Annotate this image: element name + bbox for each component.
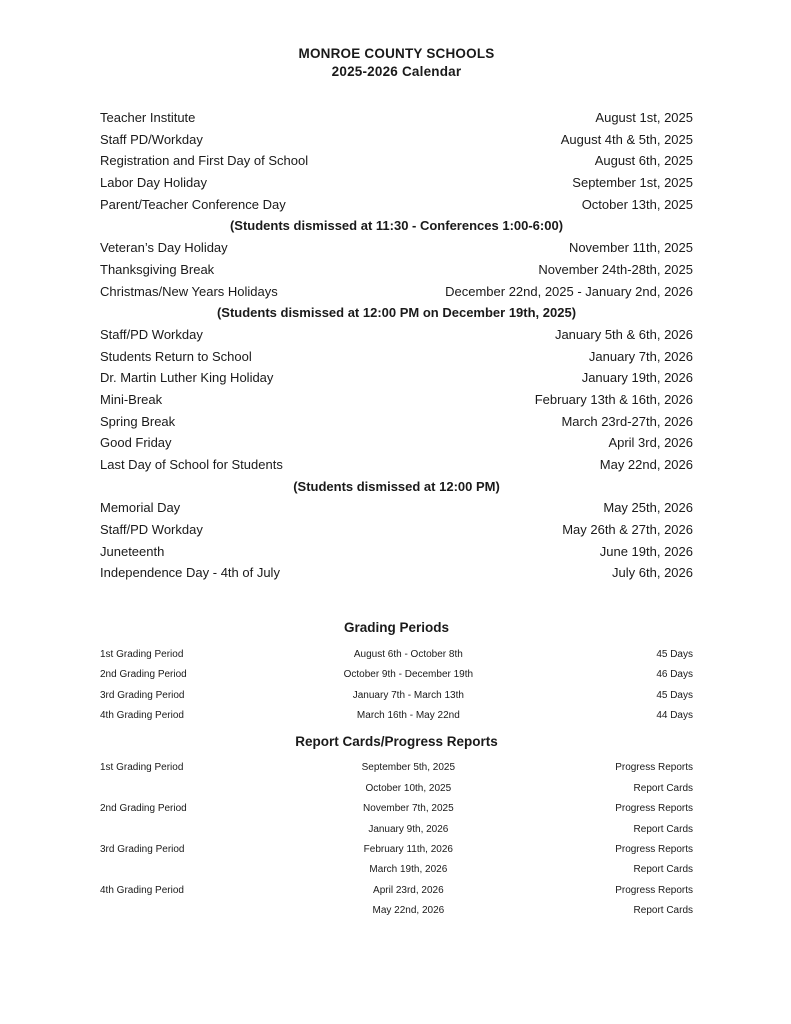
- grading-period-range: March 16th - May 22nd: [356, 710, 460, 722]
- report-kind: Report Cards: [633, 905, 693, 917]
- grading-period-name: 1st Grading Period: [100, 649, 184, 661]
- report-kind: Progress Reports: [615, 884, 693, 896]
- grading-period-days: 46 Days: [656, 669, 693, 681]
- table-row: [100, 665, 693, 685]
- report-period-name: [100, 779, 302, 799]
- document-header: [100, 0, 693, 81]
- calendar-event-date: September 1st, 2025: [572, 175, 693, 191]
- calendar-row: [100, 541, 693, 563]
- calendar-event-name: Staff PD/Workday: [100, 131, 203, 147]
- table-row: [100, 686, 693, 706]
- calendar-event-date: July 6th, 2026: [612, 565, 693, 581]
- report-period-name: 3rd Grading Period: [100, 843, 185, 855]
- calendar-note: (Students dismissed at 12:00 PM on December 19th, 2025): [216, 305, 577, 321]
- calendar-event-name: Registration and First Day of School: [100, 153, 309, 169]
- report-kind: Progress Reports: [615, 843, 693, 855]
- table-row: [100, 901, 693, 921]
- calendar-note: (Students dismissed at 12:00 PM): [293, 478, 500, 494]
- calendar-event-name: Staff/PD Workday: [100, 326, 203, 342]
- calendar-event-name: Labor Day Holiday: [100, 175, 207, 191]
- report-date: February 11th, 2026: [363, 843, 453, 855]
- table-row: [100, 820, 693, 840]
- report-kind: Report Cards: [633, 823, 693, 835]
- calendar-row: [100, 237, 693, 259]
- calendar-row: [100, 346, 693, 368]
- report-kind: Report Cards: [633, 864, 693, 876]
- report-kind: Progress Reports: [615, 762, 693, 774]
- calendar-row: [100, 432, 693, 454]
- table-row: [100, 758, 693, 778]
- calendar-row: [100, 562, 693, 584]
- table-row: [100, 881, 693, 901]
- calendar-event-name: Christmas/New Years Holidays: [100, 283, 278, 299]
- calendar-event-date: May 25th, 2026: [603, 500, 693, 516]
- grading-period-days: 44 Days: [656, 710, 693, 722]
- grading-period-days: 45 Days: [656, 649, 693, 661]
- calendar-event-date: May 22nd, 2026: [599, 457, 693, 472]
- calendar-row: [100, 150, 693, 172]
- grading-period-range: October 9th - December 19th: [343, 669, 474, 681]
- report-kind: Report Cards: [633, 782, 693, 794]
- calendar-event-date: August 6th, 2025: [594, 153, 693, 169]
- grading-period-range: January 7th - March 13th: [352, 689, 464, 701]
- table-row: [100, 645, 693, 665]
- grading-period-days: 45 Days: [656, 689, 693, 701]
- calendar-row: [100, 497, 693, 519]
- calendar-row: [100, 367, 693, 389]
- calendar-event-name: Memorial Day: [100, 500, 181, 516]
- calendar-row: [100, 324, 693, 346]
- calendar-event-name: Dr. Martin Luther King Holiday: [100, 370, 274, 386]
- page-subtitle: 2025-2026 Calendar: [331, 64, 462, 79]
- calendar-row: [100, 194, 693, 216]
- calendar-row: [100, 129, 693, 151]
- calendar-event-date: June 19th, 2026: [599, 543, 693, 559]
- report-period-name: 2nd Grading Period: [100, 803, 187, 815]
- calendar-event-date: November 11th, 2025: [568, 240, 693, 256]
- grading-periods-table: [100, 645, 693, 726]
- calendar-event-date: April 3rd, 2026: [608, 435, 693, 451]
- calendar-row: [100, 281, 693, 303]
- calendar-event-date: August 4th & 5th, 2025: [560, 131, 693, 147]
- report-date: April 23rd, 2026: [373, 884, 444, 896]
- calendar-event-name: Mini-Break: [100, 391, 163, 407]
- calendar-event-date: March 23rd-27th, 2026: [561, 413, 693, 429]
- report-date: March 19th, 2026: [369, 864, 448, 876]
- report-cards-table: [100, 758, 693, 921]
- report-period-name: 1st Grading Period: [100, 762, 184, 774]
- grading-period-name: 2nd Grading Period: [100, 669, 187, 681]
- calendar-note: (Students dismissed at 11:30 - Conferences 1:00-6:00): [229, 218, 564, 234]
- table-row: [100, 799, 693, 819]
- calendar-event-date: November 24th-28th, 2025: [538, 261, 693, 277]
- report-date: October 10th, 2025: [365, 782, 452, 794]
- calendar-event-date: January 7th, 2026: [588, 348, 693, 364]
- report-period-name: 4th Grading Period: [100, 884, 184, 896]
- calendar-event-name: Good Friday: [100, 435, 172, 451]
- calendar-event-name: Last Day of School for Students: [100, 457, 283, 472]
- calendar-event-date: August 1st, 2025: [595, 110, 693, 125]
- calendar-event-name: Veteran’s Day Holiday: [100, 240, 228, 256]
- report-cards-heading: Report Cards/Progress Reports: [295, 734, 498, 750]
- calendar-event-name: Students Return to School: [100, 348, 252, 364]
- calendar-row: [100, 454, 693, 476]
- calendar-event-date: December 22nd, 2025 - January 2nd, 2026: [445, 283, 693, 299]
- grading-period-range: August 6th - October 8th: [353, 649, 463, 661]
- report-date: November 7th, 2025: [363, 803, 454, 815]
- report-date: September 5th, 2025: [361, 762, 456, 774]
- grading-period-name: 4th Grading Period: [100, 710, 184, 722]
- calendar-row: [100, 389, 693, 411]
- calendar-event-name: Parent/Teacher Conference Day: [100, 196, 286, 212]
- calendar-event-date: January 19th, 2026: [581, 370, 693, 386]
- calendar-row: [100, 411, 693, 433]
- grading-periods-heading: Grading Periods: [343, 620, 450, 636]
- table-row: [100, 779, 693, 799]
- calendar-row: [100, 259, 693, 281]
- report-date: January 9th, 2026: [368, 823, 449, 835]
- calendar-event-name: Thanksgiving Break: [100, 261, 215, 277]
- calendar-row: [100, 172, 693, 194]
- calendar-event-date: May 26th & 27th, 2026: [562, 522, 693, 538]
- calendar-event-name: Spring Break: [100, 413, 176, 429]
- page-title: MONROE COUNTY SCHOOLS: [298, 46, 495, 61]
- calendar-event-date: February 13th & 16th, 2026: [534, 391, 693, 407]
- calendar-event-name: Teacher Institute: [100, 110, 196, 125]
- report-period-name: [100, 860, 302, 880]
- report-date: May 22nd, 2026: [372, 905, 445, 917]
- report-period-name: [100, 820, 302, 840]
- document-content: [100, 0, 693, 922]
- calendar-event-date: October 13th, 2025: [581, 196, 693, 212]
- calendar-event-name: Staff/PD Workday: [100, 522, 203, 538]
- report-kind: Progress Reports: [615, 803, 693, 815]
- report-period-name: [100, 901, 302, 921]
- calendar-event-name: Independence Day - 4th of July: [100, 565, 280, 581]
- table-row: [100, 706, 693, 726]
- calendar-row: [100, 519, 693, 541]
- grading-period-name: 3rd Grading Period: [100, 689, 185, 701]
- calendar-row: [100, 107, 693, 129]
- calendar-event-name: Juneteenth: [100, 543, 165, 559]
- table-row: [100, 860, 693, 880]
- calendar-event-date: January 5th & 6th, 2026: [554, 326, 693, 342]
- calendar-list: [100, 107, 693, 584]
- table-row: [100, 840, 693, 860]
